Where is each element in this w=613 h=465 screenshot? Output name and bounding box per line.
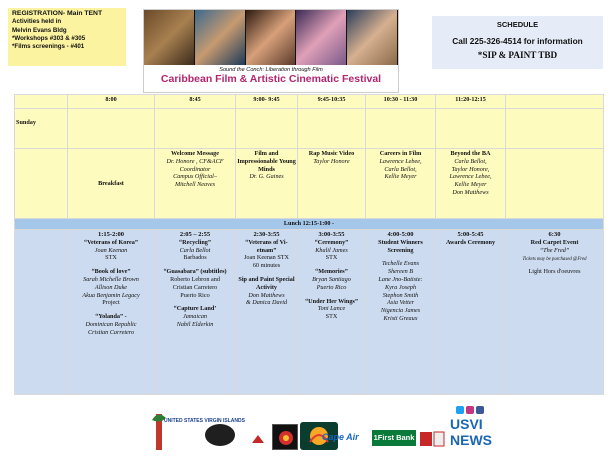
event-cell (506, 230, 604, 395)
event-speaker: Kellie Meyer (384, 173, 417, 181)
film-origin: Puerto Rico (180, 291, 210, 299)
banner-tagline: Sound the Conch: Liberation through Film (219, 67, 323, 73)
red-carpet-title: Red Carpet Event (530, 238, 579, 246)
time-slot: 1:15-2:00 (98, 231, 124, 238)
film-credit: Khalil James (315, 246, 348, 254)
film-title: “Capture Land’ (173, 305, 217, 313)
blank-cell (15, 230, 68, 395)
sponsor-logo-book (418, 426, 448, 452)
student-name: Shereen B (387, 268, 414, 276)
time-slot: 8:00 (68, 95, 155, 109)
event-cell (155, 149, 236, 219)
event-title: Welcome Message (171, 150, 219, 157)
blank-cell (506, 95, 604, 109)
event-cell (436, 230, 506, 395)
event-speaker: Lawrence Lebee, (379, 157, 422, 165)
film-credit: Toni Lance (317, 305, 346, 313)
usvi-news-logo (450, 416, 510, 454)
event-cell (298, 230, 366, 395)
film-credit: Cristian Carretero (172, 283, 218, 291)
event-cell (298, 149, 366, 219)
time-slot: 9:45-10:35 (298, 95, 366, 109)
blank-cell (236, 109, 298, 149)
time-slot: 6:30 (548, 231, 561, 238)
time-slot: 8:45 (155, 95, 236, 109)
time-slot: 4:00-5:00 (387, 231, 414, 238)
event-title: Breakfast (98, 179, 124, 187)
registration-line: Activities held in (12, 18, 62, 26)
film-title: “Veterans of Vi-etnam” (245, 238, 288, 254)
film-title: “Memories” (315, 268, 348, 276)
event-cell (236, 149, 298, 219)
activity-title: Sip and Paint Special Activity (238, 275, 295, 291)
blank-cell (15, 149, 68, 219)
event-speaker: Mitchell Neaves (174, 181, 216, 189)
registration-line: Melvin Evans Bldg (12, 26, 67, 34)
blank-cell (506, 149, 604, 219)
banner-photo (195, 10, 246, 65)
student-name: Asia Vetter (387, 299, 414, 307)
registration-note (8, 8, 126, 66)
event-cell (68, 230, 155, 395)
screening-title: Student Winners Screening (378, 238, 423, 254)
time-slot: 2:05 – 2:55 (179, 231, 211, 238)
film-origin: STX (325, 313, 338, 321)
blank-cell (155, 109, 236, 149)
registration-line: *Workshops #303 & #305 (12, 34, 86, 42)
activity-host: & Danica David (245, 299, 288, 307)
day-label: Sunday (15, 109, 68, 149)
film-origin: Puerto Rico (316, 283, 347, 291)
blank-cell (366, 109, 436, 149)
banner-photo (144, 10, 195, 65)
film-credit: Sarah Michelle Brown (83, 275, 139, 283)
film-credit: Bryan Santiago (312, 275, 351, 283)
awards-title: Awards Ceremony (445, 238, 496, 246)
event-speaker: Carla Bellot, (454, 157, 487, 165)
film-title: “Yolanda” - (95, 313, 127, 321)
event-speaker: Dr. G. Gaines (249, 173, 284, 181)
festival-banner (143, 9, 399, 93)
refreshments: Light Hors d'oeuvres (528, 268, 581, 276)
usvi-news-text: USVI NEWS (450, 416, 492, 448)
registration-line: *Films screenings - #401 (12, 43, 85, 51)
schedule-title: SCHEDULE (496, 20, 539, 29)
cape-air-logo: Cape Air (322, 432, 359, 442)
event-cell (236, 230, 298, 395)
blank-cell (506, 109, 604, 149)
film-title: “Book of love” (91, 268, 131, 276)
event-speaker: Dr. Honore , CF&ACF (166, 157, 224, 165)
event-cell (68, 149, 155, 219)
event-title: Beyond the BA (450, 150, 491, 157)
event-title: Careers in Film (379, 150, 422, 157)
student-name: Kristi Greaux (383, 314, 418, 322)
sip-paint-note: *SIP & PAINT TBD (477, 50, 558, 60)
event-speaker: Coordinator (179, 165, 211, 173)
blank-cell (15, 95, 68, 109)
blank-cell (436, 109, 506, 149)
student-name: Lane Jno-Batiste: (378, 275, 423, 283)
festival-name: Caribbean Film & Artistic Cinematic Festival (160, 73, 382, 85)
student-name: Kyra Joseph (384, 283, 417, 291)
student-name: Stephon Smith (382, 291, 419, 299)
film-title: “Guasabara” (subtitles) (163, 268, 227, 276)
schedule-box (432, 16, 603, 69)
film-credit: Joan Keenan (94, 246, 128, 254)
film-credit: Allison Duke (94, 283, 128, 291)
event-speaker: Don Matthews (452, 188, 489, 196)
banner-photo (347, 10, 398, 65)
film-credit: Akua Benjamin Legacy (82, 291, 140, 299)
film-origin: Barbados (183, 254, 207, 262)
film-title: “Veterans of Korea” (84, 238, 138, 246)
info-phone: Call 225-326-4514 for information (452, 36, 583, 46)
event-title: Rap Music Video (308, 150, 355, 157)
banner-photo (296, 10, 347, 65)
film-origin: Dominican Republic (85, 320, 137, 328)
time-slot: 9:00- 9:45 (236, 95, 298, 109)
time-slot: 10:30 - 11:30 (366, 95, 436, 109)
usvi-seal-logo (150, 410, 245, 454)
usvi-text: UNITED STATES VIRGIN ISLANDS (164, 418, 245, 424)
banner-photos (144, 10, 398, 65)
activity-host: Don Matthews (248, 291, 285, 299)
time-slot: 2:30-3:55 (253, 231, 280, 238)
ticket-note: Tickets may be purchased @Fred (522, 257, 587, 263)
film-credit: Cristian Carretero (87, 328, 135, 336)
time-slot: 11:20-12:15 (436, 95, 506, 109)
schedule-table (14, 94, 604, 395)
event-cell (366, 230, 436, 395)
film-credit: Carla Bellot (179, 246, 211, 254)
film-origin: STX (325, 254, 338, 262)
event-speaker: Kellie Meyer (454, 181, 487, 189)
film-title: “Ceremony” (314, 238, 349, 246)
event-speaker: Taylor Honore, (451, 165, 490, 173)
film-origin: STX (105, 254, 117, 262)
film-credit: Roberto Lebron and (170, 275, 220, 283)
sponsor-logo-dark (205, 424, 235, 446)
registration-title: REGISTRATION- Main TENT (12, 10, 103, 17)
event-cell (366, 149, 436, 219)
event-speaker: Campus Official– (173, 173, 217, 181)
sponsor-logo-film (272, 424, 298, 450)
film-credit: Nabil Elderkin (176, 320, 214, 328)
event-title: Film and Impressionable Young Minds (237, 150, 296, 173)
film-credit: Joan Keenan STX (243, 254, 290, 262)
event-cell (436, 149, 506, 219)
film-duration: 60 minutes (252, 262, 281, 270)
time-slot: 3:00-3:55 (318, 231, 345, 238)
blank-cell (298, 109, 366, 149)
social-icons (455, 404, 483, 416)
film-title: “Recycling” (179, 238, 211, 246)
venue: “The Fred” (539, 246, 570, 254)
student-name: Nigencia James (380, 307, 421, 315)
banner-photo (246, 10, 297, 65)
blank-cell (68, 109, 155, 149)
event-speaker: Carla Bellot, (384, 165, 417, 173)
event-speaker: Lawrence Lebee, (449, 173, 492, 181)
firstbank-logo: 1First Bank (372, 430, 416, 446)
film-title: “Under Her Wings” (305, 297, 358, 305)
event-speaker: Taylor Honore (313, 157, 350, 165)
student-name: Techelle Evans (381, 260, 420, 268)
lunch-break: Lunch 12:15-1:00 - (15, 219, 604, 230)
sponsor-logos (150, 402, 605, 458)
event-cell (155, 230, 236, 395)
film-origin: Jamaican (182, 313, 208, 321)
time-slot: 5:00-5:45 (457, 231, 484, 238)
film-credit: Project (102, 299, 120, 307)
